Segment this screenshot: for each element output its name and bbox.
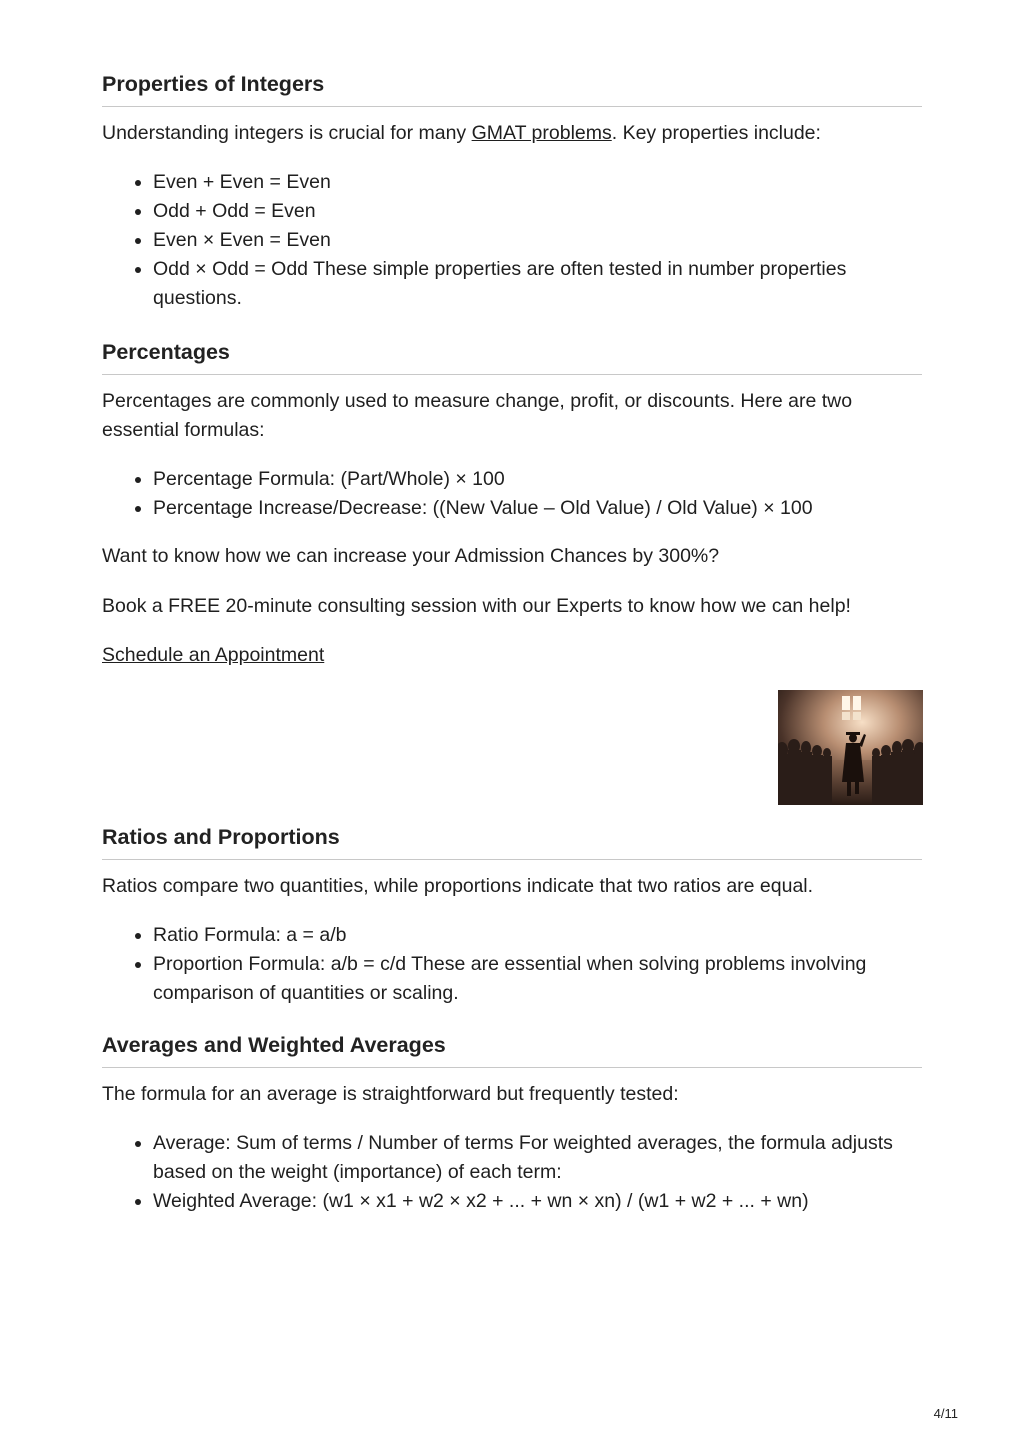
list-item: • Percentage Formula: (Part/Whole) × 100 [153,465,922,494]
list-item: • Even × Even = Even [153,226,922,255]
ratios-intro: Ratios compare two quantities, while proportions indicate that two ratios are equal. [102,875,814,897]
averages-list [102,1129,922,1216]
percentages-intro: Percentages are commonly used to measure change, profit, or discounts. Here are two essential formulas: [102,390,853,441]
section-percentages [102,340,922,523]
section-averages [102,1033,922,1216]
section-integers [102,72,922,313]
integers-intro [102,119,922,148]
list-item: • Even + Even = Even [153,168,922,197]
schedule-appointment-link[interactable]: Schedule an Appointment [102,644,325,666]
gmat-problems-link[interactable]: GMAT problems [471,122,612,144]
list-item: • Average: Sum of terms / Number of terms For weighted averages, the formula adjusts based on the weight (importance) of each term: [153,1129,922,1187]
integers-intro-before: Understanding integers is crucial for many [102,122,472,144]
ratios-list [102,921,922,1008]
section-title-integers: Properties of Integers [102,72,922,107]
list-item: • Odd × Odd = Odd These simple properties are often tested in number properties questions. [153,255,922,313]
section-title-averages: Averages and Weighted Averages [102,1033,922,1068]
list-item: • Weighted Average: (w1 × x1 + w2 × x2 + ... + wn × xn) / (w1 + w2 + ... + wn) [153,1187,922,1216]
percentages-list [102,465,922,523]
integers-intro-after: . Key properties include: [611,122,821,144]
list-item: • Proportion Formula: a/b = c/d These are essential when solving problems involving comparison of quantities or scaling. [153,950,922,1008]
integers-list [102,168,922,313]
promo-line-2: Book a FREE 20-minute consulting session with our Experts to know how we can help! [102,595,851,617]
page-number: 4/11 [933,1406,958,1421]
list-item: • Percentage Increase/Decrease: ((New Value – Old Value) / Old Value) × 100 [153,494,922,523]
list-item: • Odd + Odd = Even [153,197,922,226]
promo-line-1: Want to know how we can increase your Admission Chances by 300%? [102,545,720,567]
averages-intro: The formula for an average is straightforward but frequently tested: [102,1083,679,1105]
section-title-percentages: Percentages [102,340,922,375]
section-title-ratios: Ratios and Proportions [102,825,922,860]
list-item: • Ratio Formula: a = a/b [153,921,922,950]
graduation-image [778,690,923,805]
schedule-link-wrap [102,641,324,670]
section-ratios [102,825,922,1008]
graduation-illustration [778,690,923,805]
